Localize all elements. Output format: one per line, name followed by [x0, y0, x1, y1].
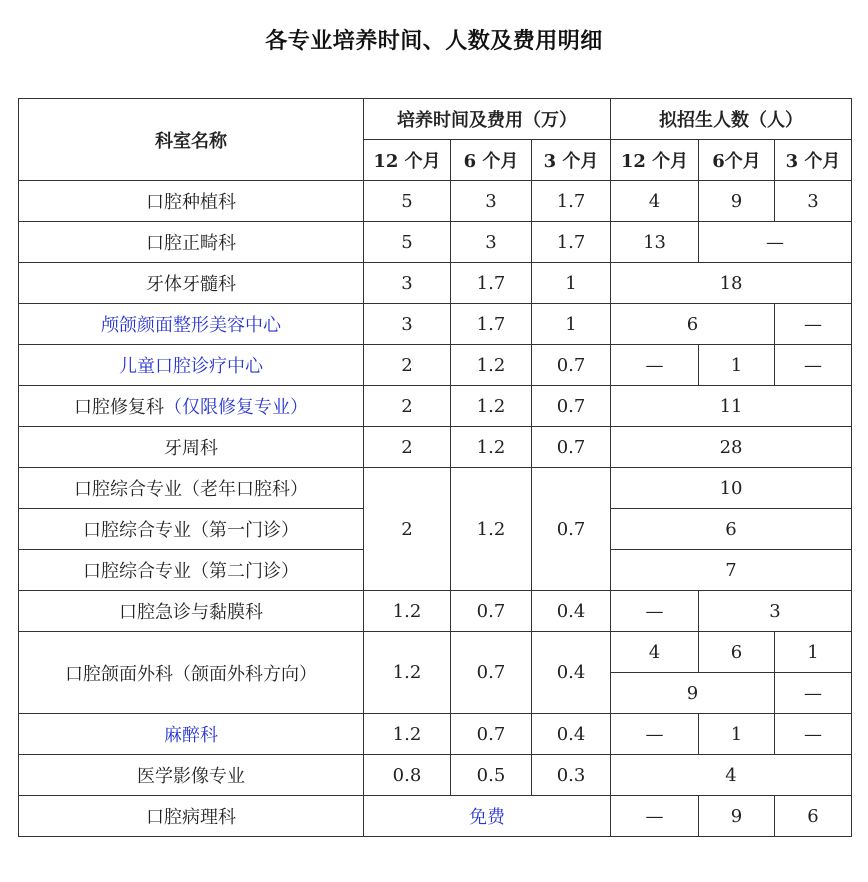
table-row: [19, 386, 852, 427]
cost-6: 0.7: [451, 714, 532, 755]
dept-name-note: （仅限修复专业）: [164, 397, 308, 418]
dept-name: 口腔种植科: [19, 181, 364, 222]
table-row: [19, 755, 852, 796]
cost-3: 0.7: [532, 386, 611, 427]
table-row: [19, 468, 852, 509]
dept-name: 医学影像专业: [19, 755, 364, 796]
cost-6: 0.5: [451, 755, 532, 796]
cost-12: 2: [364, 345, 451, 386]
table-row: [19, 304, 852, 345]
people-3: —: [775, 345, 852, 386]
people-12: —: [611, 591, 699, 632]
people-all: 28: [611, 427, 852, 468]
table-row: [19, 222, 852, 263]
cost-12: 2: [364, 468, 451, 591]
table-row: [19, 181, 852, 222]
dept-name: 口腔急诊与黏膜科: [19, 591, 364, 632]
dept-name: 口腔病理科: [19, 796, 364, 837]
cost-3: 0.4: [532, 632, 611, 714]
people-12: 4: [611, 632, 699, 673]
people-12: —: [611, 714, 699, 755]
cost-6: 0.7: [451, 591, 532, 632]
dept-name-main: 口腔修复科: [74, 397, 164, 418]
table-row: [19, 427, 852, 468]
cost-12: 1.2: [364, 632, 451, 714]
cost-3: 1.7: [532, 222, 611, 263]
people-all: 7: [611, 550, 852, 591]
dept-name: 牙周科: [19, 427, 364, 468]
cost-3: 0.4: [532, 714, 611, 755]
table-row: [19, 263, 852, 304]
people-6-3: 3: [699, 591, 852, 632]
people-all: 6: [611, 509, 852, 550]
people-3: —: [775, 304, 852, 345]
header-cost-12: 12 个月: [364, 140, 451, 181]
header-cost-6: 6 个月: [451, 140, 532, 181]
people-all: 4: [611, 755, 852, 796]
cost-3: 0.7: [532, 345, 611, 386]
cost-3: 0.3: [532, 755, 611, 796]
cost-6: 1.2: [451, 468, 532, 591]
people-12-6: 6: [611, 304, 775, 345]
people-all: 10: [611, 468, 852, 509]
table-row: [19, 345, 852, 386]
cost-12: 3: [364, 304, 451, 345]
header-dept: 科室名称: [19, 99, 364, 181]
people-6: 1: [699, 345, 775, 386]
people-all: 18: [611, 263, 852, 304]
dept-name: 麻醉科: [19, 714, 364, 755]
cost-12: 1.2: [364, 714, 451, 755]
dept-name: 口腔综合专业（第一门诊）: [19, 509, 364, 550]
cost-12: 2: [364, 386, 451, 427]
cost-6: 1.2: [451, 345, 532, 386]
people-3: 1: [775, 632, 852, 673]
cost-6: 1.7: [451, 304, 532, 345]
page-title: 各专业培养时间、人数及费用明细: [265, 29, 603, 54]
cost-6: 1.2: [451, 386, 532, 427]
cost-all: 免费: [364, 796, 611, 837]
header-group-people: 拟招生人数（人）: [611, 99, 852, 140]
cost-12: 3: [364, 263, 451, 304]
detail-table: [18, 98, 852, 837]
cost-6: 0.7: [451, 632, 532, 714]
header-people-12: 12 个月: [611, 140, 699, 181]
cost-3: 1: [532, 263, 611, 304]
dept-name: 颅颌颜面整形美容中心: [19, 304, 364, 345]
people-3: —: [775, 673, 852, 714]
table-row: [19, 714, 852, 755]
header-people-3: 3 个月: [775, 140, 852, 181]
dept-name: 口腔综合专业（老年口腔科）: [19, 468, 364, 509]
dept-name: 口腔综合专业（第二门诊）: [19, 550, 364, 591]
cost-6: 1.2: [451, 427, 532, 468]
people-12: 4: [611, 181, 699, 222]
cost-12: 1.2: [364, 591, 451, 632]
table-row: [19, 632, 852, 673]
cost-6: 3: [451, 181, 532, 222]
people-3: —: [775, 714, 852, 755]
people-12-6: 9: [611, 673, 775, 714]
table-row: [19, 591, 852, 632]
cost-3: 0.7: [532, 468, 611, 591]
people-6: 9: [699, 181, 775, 222]
dept-name: [19, 386, 364, 427]
people-3: 6: [775, 796, 852, 837]
people-6: 9: [699, 796, 775, 837]
cost-12: 5: [364, 222, 451, 263]
cost-6: 3: [451, 222, 532, 263]
cost-3: 1.7: [532, 181, 611, 222]
people-6-3: —: [699, 222, 852, 263]
dept-name: 牙体牙髓科: [19, 263, 364, 304]
header-people-6: 6个月: [699, 140, 775, 181]
people-6: 6: [699, 632, 775, 673]
cost-12: 5: [364, 181, 451, 222]
cost-3: 0.4: [532, 591, 611, 632]
cost-3: 0.7: [532, 427, 611, 468]
people-12: —: [611, 345, 699, 386]
dept-name: 儿童口腔诊疗中心: [19, 345, 364, 386]
cost-3: 1: [532, 304, 611, 345]
cost-12: 0.8: [364, 755, 451, 796]
people-all: 11: [611, 386, 852, 427]
people-12: 13: [611, 222, 699, 263]
dept-name: 口腔正畸科: [19, 222, 364, 263]
cost-12: 2: [364, 427, 451, 468]
dept-name: 口腔颌面外科（颌面外科方向）: [19, 632, 364, 714]
table-row: [19, 796, 852, 837]
people-12: —: [611, 796, 699, 837]
people-3: 3: [775, 181, 852, 222]
header-cost-3: 3 个月: [532, 140, 611, 181]
cost-6: 1.7: [451, 263, 532, 304]
header-group-cost: 培养时间及费用（万）: [364, 99, 611, 140]
people-6: 1: [699, 714, 775, 755]
